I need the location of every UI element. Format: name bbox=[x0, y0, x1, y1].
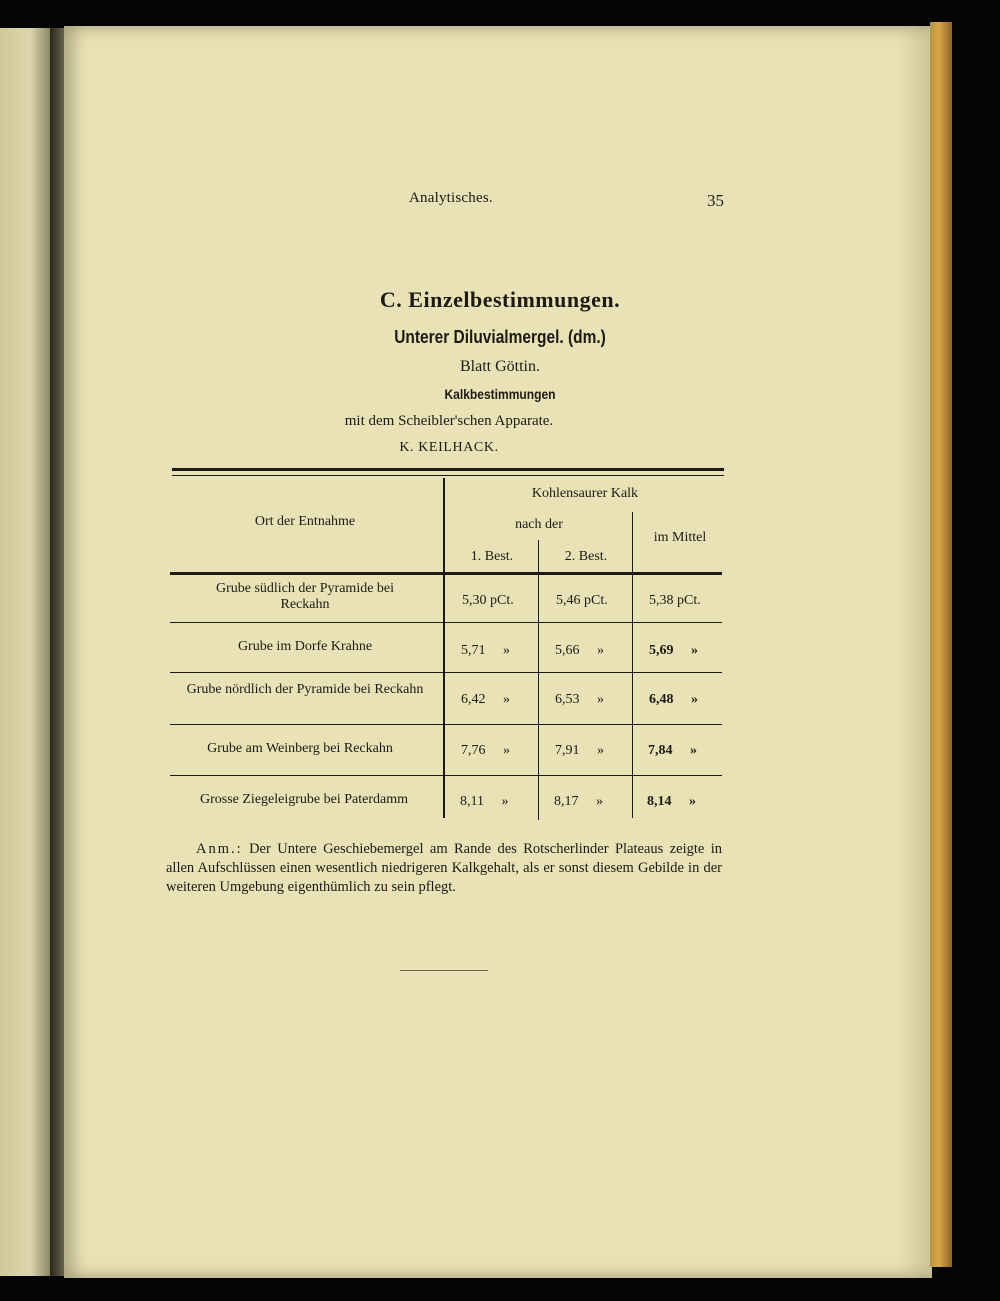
method-title: Kalkbestimmungen bbox=[444, 386, 556, 402]
footnote bbox=[166, 840, 722, 897]
table-cell-best-1: 7,76 » bbox=[461, 743, 510, 758]
table-row-location: Grube am Weinberg bei Reckahn bbox=[207, 741, 393, 756]
col-rule-main bbox=[443, 478, 445, 818]
header-group: Kohlensaurer Kalk bbox=[531, 486, 639, 501]
running-title: Analytisches. bbox=[409, 190, 493, 206]
footnote-label: Anm.: bbox=[196, 841, 243, 857]
table-cell-best-2: 5,46 pCt. bbox=[556, 593, 608, 608]
subtitle: Unterer Diluvialmergel. (dm.) bbox=[394, 327, 606, 347]
page-number: 35 bbox=[707, 191, 724, 210]
table-cell-mean: 6,48 » bbox=[649, 692, 698, 707]
table-row-location: Grube südlich der Pyramide bei Reckahn bbox=[215, 581, 395, 612]
facing-page-edge bbox=[0, 28, 50, 1276]
row-rule-1 bbox=[170, 622, 722, 623]
table-top-rule-thin bbox=[172, 475, 724, 476]
table-row-location: Grosse Ziegeleigrube bei Paterdamm bbox=[200, 792, 408, 807]
table-cell-best-2: 6,53 » bbox=[555, 692, 604, 707]
col-rule-mean bbox=[632, 512, 633, 818]
sheet-name: Blatt Göttin. bbox=[460, 358, 540, 375]
header-best-1: 1. Best. bbox=[470, 549, 514, 564]
header-bottom-rule bbox=[170, 572, 722, 575]
col-rule-best bbox=[538, 540, 539, 820]
row-rule-4 bbox=[170, 775, 722, 776]
table-row-location: Grube nördlich der Pyramide bei Reckahn bbox=[186, 682, 424, 697]
header-location: Ort der Entnahme bbox=[254, 514, 356, 529]
table-cell-best-1: 6,42 » bbox=[461, 692, 510, 707]
row-rule-2 bbox=[170, 672, 722, 673]
table-cell-mean: 7,84 » bbox=[648, 743, 697, 758]
header-subgroup: nach der bbox=[515, 517, 563, 532]
table-cell-best-1: 8,11 » bbox=[460, 794, 509, 809]
table-cell-best-2: 7,91 » bbox=[555, 743, 604, 758]
footnote-text: Der Untere Geschiebemergel am Rande des Rotscherlinder Plateaus zeigte in allen Aufschlüssen einen wesentlich niedrigeren Kalkgehalt, als er sonst diesem Gebilde in der weiteren Umgebung eigenthümlich zu sein pflegt. bbox=[166, 841, 723, 895]
apparatus-line: mit dem Scheibler'schen Apparate. bbox=[344, 413, 554, 429]
table-cell-mean: 8,14 » bbox=[647, 794, 696, 809]
page-fore-edge bbox=[930, 22, 952, 1267]
table-cell-mean: 5,38 pCt. bbox=[649, 593, 701, 608]
table-cell-best-2: 8,17 » bbox=[554, 794, 603, 809]
author: K. KEILHACK. bbox=[399, 440, 499, 455]
table-cell-mean: 5,69 » bbox=[649, 643, 698, 658]
table-cell-best-1: 5,71 » bbox=[461, 643, 510, 658]
row-rule-3 bbox=[170, 724, 722, 725]
end-rule bbox=[400, 970, 488, 971]
table-cell-best-2: 5,66 » bbox=[555, 643, 604, 658]
table-row-location: Grube im Dorfe Krahne bbox=[237, 639, 373, 654]
header-best-2: 2. Best. bbox=[564, 549, 608, 564]
table-top-rule-thick bbox=[172, 468, 724, 471]
section-title: C. Einzelbestimmungen. bbox=[379, 287, 621, 312]
header-mean: im Mittel bbox=[653, 530, 707, 545]
table-cell-best-1: 5,30 pCt. bbox=[462, 593, 514, 608]
